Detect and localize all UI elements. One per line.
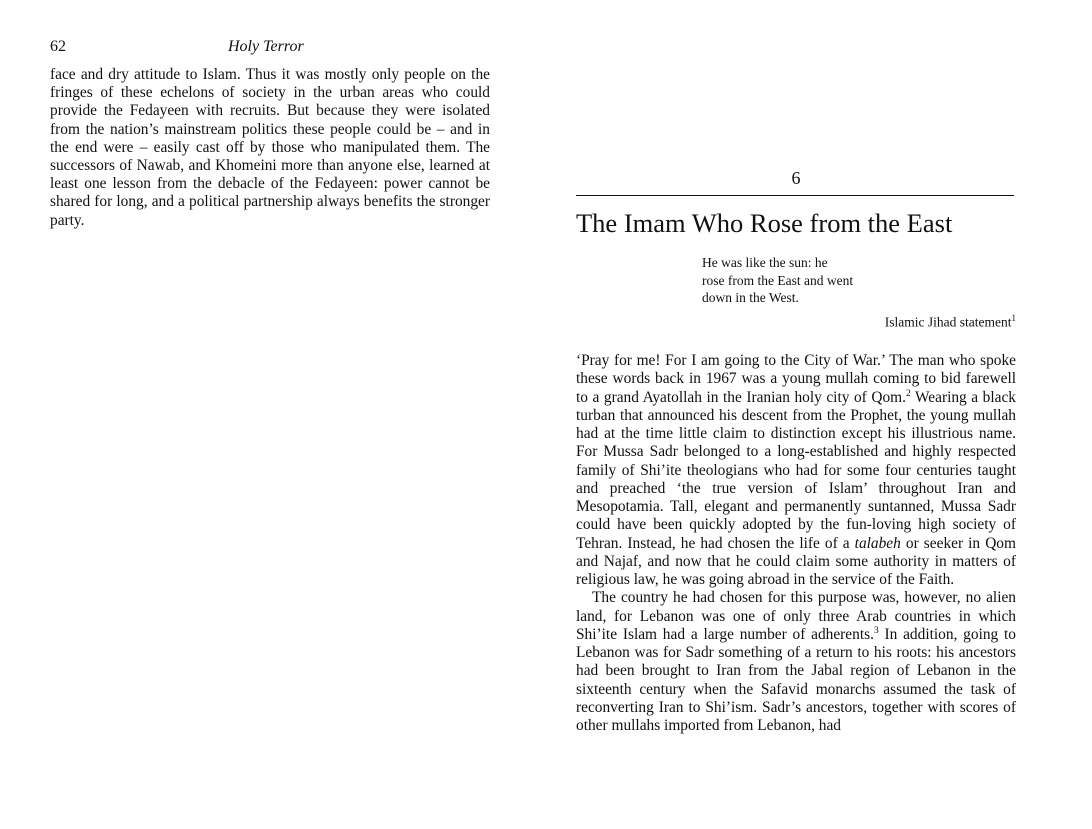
epigraph xyxy=(702,254,902,307)
footnote-marker: 3 xyxy=(873,625,879,636)
paragraph-text: or seeker in Qom and Najaf, and now that he could claim some authority in matters of religious law, he was going abroad in the service of the Faith. xyxy=(576,534,1016,588)
epigraph-line: down in the West. xyxy=(702,290,799,305)
paragraph-text: ‘Pray for me! For I am going to the City of War.’ The man who spoke these words back in 1967 was a young mullah coming to bid farewell to a grand Ayatollah in the Iranian holy city of Qom. xyxy=(576,352,1016,406)
right-body-text xyxy=(576,352,1016,735)
chapter-title: The Imam Who Rose from the East xyxy=(576,208,953,238)
body-paragraph xyxy=(576,589,1016,735)
body-paragraph xyxy=(576,352,1016,589)
running-title: Holy Terror xyxy=(228,38,304,55)
epigraph-line: rose from the East and went xyxy=(702,272,854,288)
paragraph-text: In addition, going to Lebanon was for Sadr something of a return to his roots: his ancestors had been brought to Iran from the Jabal region of Lebanon in the sixteenth century when the Safavid monarchs assumed the task of reconverting Iran to Shi’ism. Sadr’s ancestors, together with scores of other mullahs imported from Lebanon, had xyxy=(576,625,1016,734)
running-head xyxy=(50,38,490,58)
page-number: 62 xyxy=(50,38,66,55)
chapter-number: 6 xyxy=(791,168,801,188)
epigraph-source-text: Islamic Jihad statement xyxy=(884,314,1012,330)
chapter-rule xyxy=(576,195,1014,196)
epigraph-line: He was like the sun: he xyxy=(702,255,828,270)
body-paragraph: face and dry attitude to Islam. Thus it was mostly only people on the fringes of these echelons of society in the urban areas who could provide the Fedayeen with recruits. But because they were isolated from the nation’s mainstream politics these people could be – and in the end were – easily cast off by those who manipulated them. The successors of Nawab, and Khomeini more than anyone else, learned at least one lesson from the debacle of the Fedayeen: power cannot be shared for long, and a political partnership always benefits the stronger party. xyxy=(50,66,490,229)
epigraph-source xyxy=(576,313,1016,331)
paragraph-text: The country he had chosen for this purpose was, however, no alien land, for Lebanon was one of only three Arab countries in which Shi’ite Islam had a large number of adherents. xyxy=(576,589,1016,643)
left-page xyxy=(0,0,520,829)
paragraph-text: Wearing a black turban that announced his descent from the Prophet, the young mullah had at the time little claim to distinction except his illustrious name. For Mussa Sadr belonged to a long-established and highly respected family of Shi’ite theologians who had for some four centuries taught and preached ‘the true version of Islam’ throughout Iran and Mesopotamia. Tall, elegant and permanently suntanned, Mussa Sadr could have been quickly adopted by the fun-loving high society of Tehran. Instead, he had chosen the life of a xyxy=(576,388,1016,552)
footnote-marker: 1 xyxy=(1011,313,1016,323)
footnote-marker: 2 xyxy=(905,388,911,399)
left-body-text xyxy=(50,66,490,230)
italic-term: talabeh xyxy=(854,534,901,552)
right-page xyxy=(560,0,1092,829)
